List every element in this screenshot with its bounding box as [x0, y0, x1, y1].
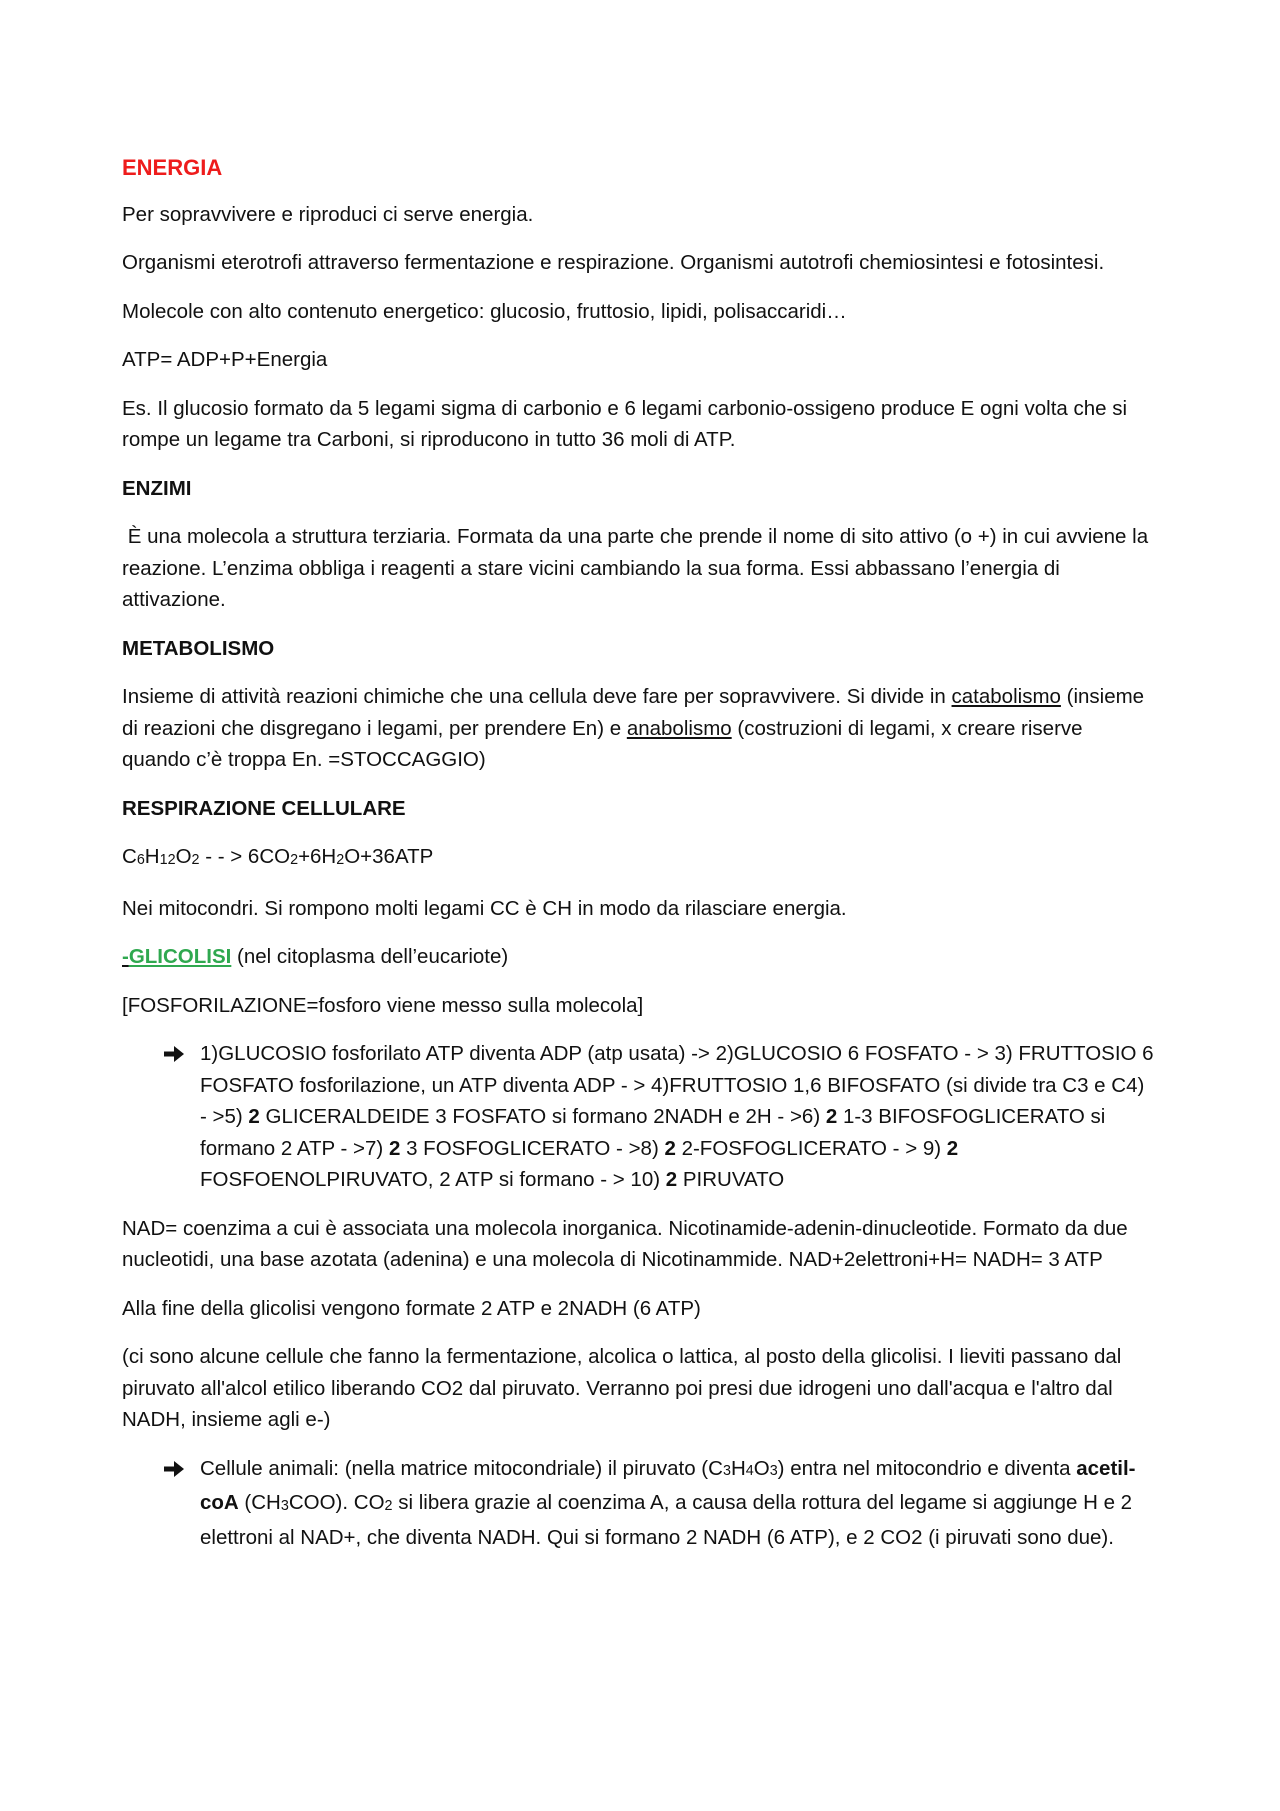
paragraph: Es. Il glucosio formato da 5 legami sigma di carbonio e 6 legami carbonio-ossigeno produce E ogni volta che si rompe un legame tra Carboni, si riproducono in tutto 36 moli di ATP.: [122, 396, 1128, 451]
subscript: 2: [191, 851, 200, 868]
text-run: Insieme di attività reazioni chimiche che una cellula deve fare per sopravvivere. Si divide in: [122, 685, 952, 708]
arrow-right-icon: [162, 1459, 186, 1479]
bold-count: 2: [665, 1168, 678, 1191]
subscript: 2: [384, 1497, 393, 1514]
subscript: 3: [769, 1463, 778, 1480]
text-run: +6H: [298, 845, 337, 868]
formula: [122, 841, 1156, 876]
heading-enzimi: ENZIMI: [122, 476, 192, 500]
text-run: ) entra nel mitocondrio e diventa: [777, 1456, 1077, 1480]
term-catabolismo: catabolismo: [951, 685, 1061, 708]
paragraph-metabolismo: [122, 681, 1156, 776]
text-run: COO). CO: [288, 1491, 385, 1514]
arrow-right-icon: [162, 1044, 186, 1064]
list-item-cellule-animali: [122, 1453, 1156, 1554]
paragraph-fermentazione: (ci sono alcune cellule che fanno la fermentazione, alcolica o lattica, al posto della glicolisi. I lieviti passano dal piruvato all'alcol etilico liberando CO2 dal piruvato. Verranno poi presi due idrogeni uno dall'acqua e l'altro dal NADH, insieme agli e-): [122, 1345, 1122, 1431]
subscript: 3: [280, 1497, 289, 1514]
text-run: (insieme di reazioni che disgregano i legami, per prendere En) e: [122, 685, 1145, 740]
paragraph: [FOSFORILAZIONE=fosforo viene messo sulla molecola]: [122, 993, 644, 1017]
text-run: - - > 6CO: [199, 845, 291, 868]
list-item-glicolisi-steps: [122, 1038, 1156, 1196]
paragraph: Organismi eterotrofi attraverso fermentazione e respirazione. Organismi autotrofi chemiosintesi e fotosintesi.: [122, 251, 1105, 274]
text-run: H: [730, 1456, 746, 1480]
subscript: 2: [336, 851, 345, 868]
text-run: si libera grazie al coenzima A, a causa della rottura del legame si aggiunge H e 2 elettroni al NAD+, che diventa NADH. Qui si formano 2 NADH (6 ATP), e 2 CO2 (i piruvati sono due).: [200, 1491, 1133, 1549]
glicolisi-heading: [122, 941, 1156, 973]
subscript: 2: [290, 851, 299, 868]
text-run: C: [122, 845, 137, 868]
bold-count: 2: [946, 1136, 959, 1160]
text-run: Cellule animali: (nella matrice mitocondriale) il piruvato (C: [200, 1456, 723, 1480]
subscript: 12: [159, 851, 176, 868]
paragraph: Nei mitocondri. Si rompono molti legami CC è CH in modo da rilasciare energia.: [122, 896, 847, 920]
subscript: 6: [136, 851, 145, 868]
dash: -: [122, 945, 129, 968]
text-run: (costruzioni di legami, x creare riserve quando c’è troppa En. =STOCCAGGIO): [122, 716, 1083, 771]
bold-count: 2: [248, 1105, 260, 1128]
term-anabolismo: anabolismo: [626, 716, 732, 740]
text-run: GLICERALDEIDE 3 FOSFATO si formano 2NADH e 2H - >6): [259, 1105, 826, 1128]
term-glicolisi: GLICOLISI: [128, 945, 232, 968]
text-run: PIRUVATO: [677, 1168, 785, 1191]
text-run: 1-3 BIFOSFOGLICERATO si formano 2 ATP - >7): [200, 1105, 1106, 1160]
text-run: O: [175, 845, 192, 868]
bold-count: 2: [664, 1136, 676, 1160]
subscript: 3: [722, 1463, 731, 1480]
heading-metabolismo: METABOLISMO: [122, 636, 275, 660]
bold-count: 2: [825, 1105, 838, 1128]
paragraph: Molecole con alto contenuto energetico: glucosio, fruttosio, lipidi, polisaccaridi…: [122, 299, 847, 323]
heading-respirazione: RESPIRAZIONE CELLULARE: [122, 796, 406, 820]
text-run: 3 FOSFOGLICERATO - >8): [400, 1136, 665, 1160]
bold-count: 2: [388, 1136, 401, 1160]
paragraph: Per sopravvivere e riproduci ci serve energia.: [122, 202, 534, 226]
text-run: FOSFOENOLPIRUVATO, 2 ATP si formano - > 10): [200, 1168, 666, 1191]
text-run: 2-FOSFOGLICERATO - > 9): [675, 1136, 947, 1160]
heading-energia: ENERGIA: [122, 155, 223, 180]
term-acetil-coa: acetil-coA: [200, 1456, 1136, 1514]
paragraph-nad: NAD= coenzima a cui è associata una molecola inorganica. Nicotinamide-adenin-dinucleotide. Formato da due nucleotidi, una base azotata (adenina) e una molecola di Nicotinammide. NAD+2elettroni+H= NADH= 3 ATP: [122, 1216, 1128, 1271]
text-run: O+36ATP: [344, 845, 434, 868]
paragraph: È una molecola a struttura terziaria. Formata da una parte che prende il nome di sito attivo (o +) in cui avviene la reazione. L’enzima obbliga i reagenti a stare vicini cambiando la sua forma. Essi abbassano l’energia di attivazione.: [122, 525, 1154, 611]
text-run: H: [144, 845, 160, 868]
paragraph: Alla fine della glicolisi vengono formate 2 ATP e 2NADH (6 ATP): [122, 1296, 701, 1320]
text-run: O: [753, 1456, 770, 1480]
subscript: 4: [745, 1463, 754, 1480]
paragraph: ATP= ADP+P+Energia: [122, 348, 328, 371]
text-run: 1)GLUCOSIO fosforilato ATP diventa ADP (atp usata) -> 2)GLUCOSIO 6 FOSFATO - > 3) FRUTTOSIO 6 FOSFATO fosforilazione, un ATP diventa ADP - > 4)FRUTTOSIO 1,6 BIFOSFATO (si divide tra C3 e C4) - >5): [200, 1042, 1154, 1128]
text-run: (nel citoplasma dell’eucariote): [231, 945, 509, 968]
text-run: (CH: [238, 1491, 281, 1514]
